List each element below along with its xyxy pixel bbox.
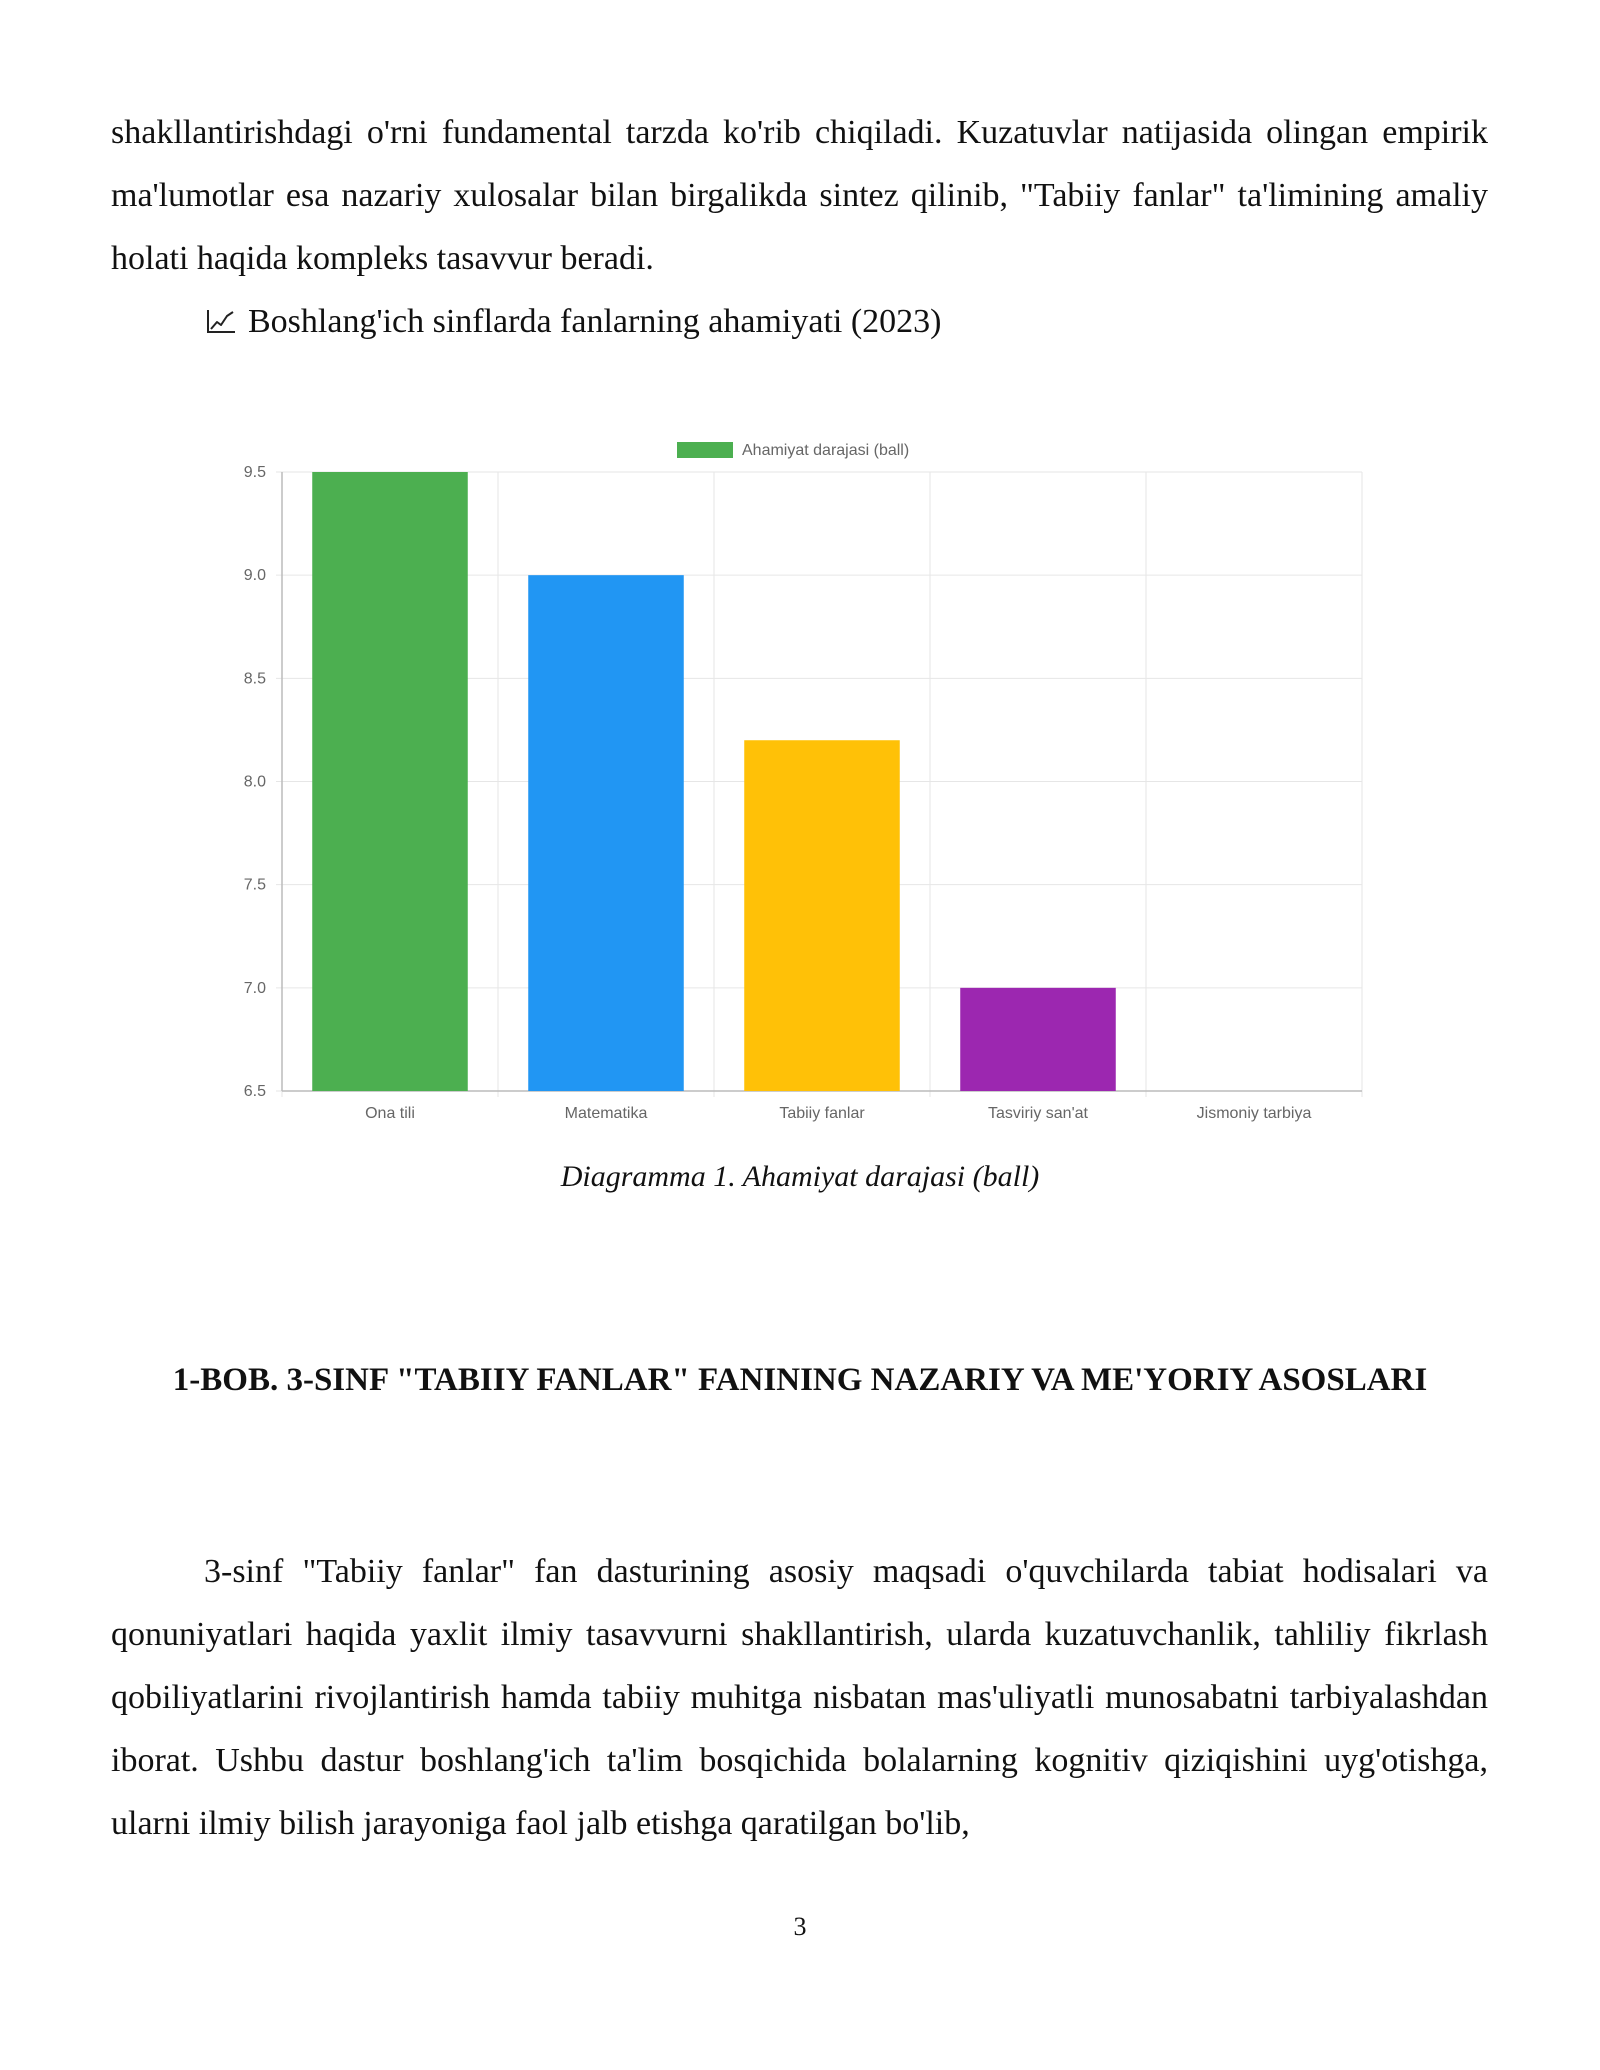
x-category-label: Tasviriy san'at — [988, 1105, 1088, 1122]
bar-3 — [960, 988, 1116, 1091]
legend-label: Ahamiyat darajasi (ball) — [742, 442, 910, 459]
y-tick-label: 7.5 — [243, 876, 266, 894]
y-tick-label: 8.5 — [243, 670, 266, 688]
chart-caption: Diagramma 1. Ahamiyat darajasi (ball) — [560, 1160, 1040, 1193]
bar-1 — [528, 575, 684, 1091]
x-category-label: Matematika — [564, 1105, 648, 1122]
x-category-label: Tabiiy fanlar — [779, 1105, 865, 1122]
page-number: 3 — [793, 1912, 807, 1941]
y-tick-label: 8.0 — [243, 773, 266, 791]
section-title: 1-BOB. 3-SINF "TABIIY FANLAR" FANINING NAZARIY VA ME'YORIY ASOSLARI — [172, 1362, 1428, 1398]
y-tick-label: 9.5 — [243, 464, 266, 481]
y-tick-label: 7.0 — [243, 979, 266, 997]
body-paragraph-top: shakllantirishdagi o'rni fundamental tarzda ko'rib chiqiladi. Kuzatuvlar natijasida olingan empirik ma'lumotlar esa nazariy xulosalar bilan birgalikda sintez qilinib, "Tabiiy fanlar" ta'limining amaliy holati haqida kompleks tasavvur beradi. — [111, 114, 1488, 277]
body-paragraph-bottom: 3-sinf "Tabiiy fanlar" fan dasturining asosiy maqsadi o'quvchilarda tabiat hodisalari va qonuniyatlari haqida yaxlit ilmiy tasavvurni shakllantirish, ularda kuzatuvchanlik, tahliliy fikrlash qobiliyatlarini rivojlantirish hamda tabiiy muhitga nisbatan mas'uliyatli munosabatni tarbiyalashdan iborat. Ushbu dastur boshlang'ich ta'lim bosqichida bolalarning kognitiv qiziqishini uyg'otishga, ularni ilmiy bilish jarayoniga faol jalb etishga qaratilgan bo'lib, — [111, 1553, 1488, 1842]
y-tick-label: 9.0 — [243, 567, 266, 585]
x-category-label: Jismoniy tarbiya — [1196, 1105, 1312, 1122]
y-tick-label: 6.5 — [243, 1083, 266, 1100]
x-category-label: Ona tili — [365, 1105, 415, 1122]
legend-swatch — [677, 442, 733, 458]
chart-heading-text: Boshlang'ich sinflarda fanlarning ahamiyati (2023) — [248, 303, 942, 340]
bar-2 — [744, 740, 900, 1091]
bar-0 — [312, 472, 468, 1091]
